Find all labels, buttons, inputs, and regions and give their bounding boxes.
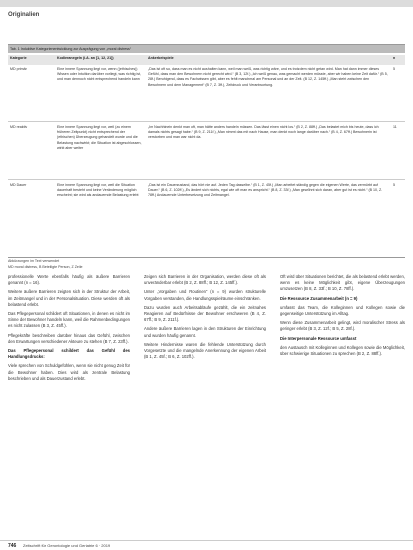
paragraph: Andere äußere Barrieren lagen in den Strukturen der Einrichtung und wurden häufig genannt.: [144, 326, 266, 338]
row-divider: [8, 121, 405, 122]
row1-n: 5: [393, 67, 395, 71]
paragraph: den Austausch mit Kolleginnen und Kollegen sowie die Möglichkeit, über schwierige Situationen zu sprechen (B 2, Z. 88ff.).: [280, 344, 405, 357]
body-column-3: [280, 274, 405, 360]
paragraph: Weitere Hindernisse waren die fehlende Unterstützung durch Vorgesetzte und die mangelnde Anerkennung der eigenen Arbeit (B 1, Z. 45f.; B 6, Z. 102ff.).: [144, 341, 266, 360]
row2-n: 11: [393, 125, 397, 129]
paragraph: Zeigen sich Barrieren in der Organisation, werden diese oft als unveränderbar erlebt (B 2, Z. 88ff.; B 12, Z. 145ff.).: [144, 274, 266, 286]
row2-anchor: „Im Nachhinein denkt man oft, man hätte anders handeln müssen. Das lässt einen nicht los.“ (B 2, Z. 88ff.) „Das belastet mich bis heute, dass ich damals nichts gesagt habe.“ (B 9, Z. 211f.) „Man nimmt das mit nach Hause, man denkt noch lange darüber nach.“ (B 4, Z. 67ff.) Bewohnerin ist verstorben und man war nicht da.: [148, 125, 379, 140]
row3-anchor: „Das ist ein Dauerzustand, das hört nie auf. Jeden Tag dasselbe.“ (B 1, Z. 45f.) „Man arbeitet ständig gegen die eigenen Werte, das zermürbt auf Dauer.“ (B 6, Z. 102ff.) „Es ändert sich nichts, egal wie oft man es anspricht.“ (B 8, Z. 33f.) „Man gewöhnt sich daran, aber gut ist es nicht.“ (B 10, Z. 78ff.) Andauernde Unterbesetzung und Zeitmangel.: [148, 183, 383, 198]
col-header-n: n: [393, 56, 396, 60]
row1-category: MD primär: [10, 67, 27, 71]
row-divider: [8, 179, 405, 180]
paragraph: Oft wird über Situationen berichtet, die als belastend erlebt werden, wenn es keine Möglichkeit gibt, eigene Überzeugungen umzusetzen (B 8, Z. 33f.; B 10, Z. 78ff.).: [280, 274, 405, 292]
row1-anchor: „Das ist oft so, dass man es nicht aushalten kann, weil man weiß, was richtig wäre, und es trotzdem nicht getan wird. Man hat dann immer dieses Gefühl, dass man den Bewohnern nicht gerecht wird.“ (B 3, 12f.) „Ich weiß genau, was gemacht werden müsste, aber wir haben keine Zeit dafür.“ (B 5, 28f.) Beruhigend, dass es Fachwissen gibt, aber es fehlt manchmal am Personal und an der Zeit. (B 12, Z. 145ff.) „Man steht zwischen den Bewohnern und dem Management“ (B 7, Z. 3ff.), Zeitdruck und Verantwortung.: [148, 67, 388, 87]
paragraph: Viele sprechen von Schuldgefühlen, wenn sie nicht genug Zeit für die Bewohner haben. Dies wird als zentrale Belastung beschrieben und als Dauerzustand erlebt.: [8, 363, 130, 381]
paragraph: Wenn diese Zusammenarbeit gelingt, wird moralischer Stress als geringer erlebt (B 3, Z. 12f.; B 5, Z. 28f.).: [280, 320, 405, 332]
table-footnote-2: MD moral distress, B Beteiligte Person, Z Zeile: [8, 265, 83, 269]
paragraph: Dazu wurden auch Arbeitsabläufe gezählt, die ein zeitnahes Reagieren auf Bedürfnisse der Bewohner erschweren (B 4, Z. 67ff.; B 9, Z. 211f.).: [144, 304, 266, 323]
paragraph: Unter „Vorgaben und Routinen“ (n = 9) wurden strukturelle Vorgaben verstanden, die Handlungsspielräume einschränken.: [144, 289, 266, 301]
paragraph: Weitere äußere Barrieren zeigten sich in der Struktur der Arbeit, im Zeitmangel und in der Personalsituation. Diese werden oft als belastend erlebt.: [8, 289, 130, 307]
subheading: Die Interpersonale Ressource umfasst: [280, 335, 357, 341]
row3-category: MD Dauer: [10, 183, 27, 187]
paragraph: Pflegekräfte beschreiben darüber hinaus das Gefühl, zwischen den Erwartungen verschiedener Akteure zu stehen (B 7, Z. 23ff.).: [8, 332, 130, 344]
body-column-2: [144, 274, 266, 363]
paragraph: umfasst das Team, die Kolleginnen und Kollegen sowie die gegenseitige Unterstützung im Alltag.: [280, 304, 405, 317]
row3-n: 5: [393, 183, 395, 187]
table-title: [8, 45, 405, 53]
table: [8, 44, 405, 258]
table-footnote-1: Abkürzungen im Text verwendet: [8, 259, 60, 263]
col-header-category: Kategorie: [10, 56, 27, 60]
body-column-1: [8, 274, 130, 385]
subheading: Die Ressource Zusammenarbeit (n = 9): [280, 295, 358, 301]
col-header-rules: Kodieranegeln (i.A. an [1, 12, 21]): [57, 56, 114, 60]
row1-rules: Eine innere Spannung liegt vor, wenn ((ethisches)) Wissen oder Intuition darüber vorliegt, was richtig ist, und man dennoch nicht entsprechend handeln kann: [57, 67, 142, 82]
paragraph: professionelle Werte ebenfalls häufig als äußere Barrieren genannt (n = 16).: [8, 274, 130, 286]
row2-rules: Eine innere Spannung liegt vor, weil (zu einem früheren Zeitpunkt) nicht entsprechend der (ethischen) Überzeugung gehandelt wurde und die Belastung nachwirkt; die Situation ist abgeschlossen, wirkt aber weiter: [57, 125, 142, 150]
col-header-anchor: Ankerbeispiele: [148, 56, 174, 60]
journal-title: Zeitschrift für Gerontologie und Geriatrie 6 · 2019: [23, 543, 111, 548]
row3-rules: Eine innere Spannung liegt vor, weil die Situation dauerhaft besteht und keine Veränderung möglich erscheint; sie wird als andauernde Belastung erlebt: [57, 183, 139, 198]
paragraph: Das Pflegepersonal schildert oft Situationen, in denen es nicht im Sinne der Bewohner handeln kann, weil die Rahmenbedingungen es nicht zulassen (B 3, Z. 45ff.).: [8, 311, 130, 329]
row2-category: MD reaktiv: [10, 125, 28, 129]
footer-divider: [0, 540, 413, 541]
subheading: Das Pflegepersonal schildert das Gefühl des Handlungsdrucks:: [8, 348, 130, 360]
header-bar: [0, 0, 413, 7]
section-label: Originalien: [8, 12, 40, 18]
table-title-text: Tab. 1 Induktive Kategorienentwicklung zur Ausprägung von „moral distress“: [10, 47, 132, 51]
page-number: 746: [8, 543, 17, 549]
